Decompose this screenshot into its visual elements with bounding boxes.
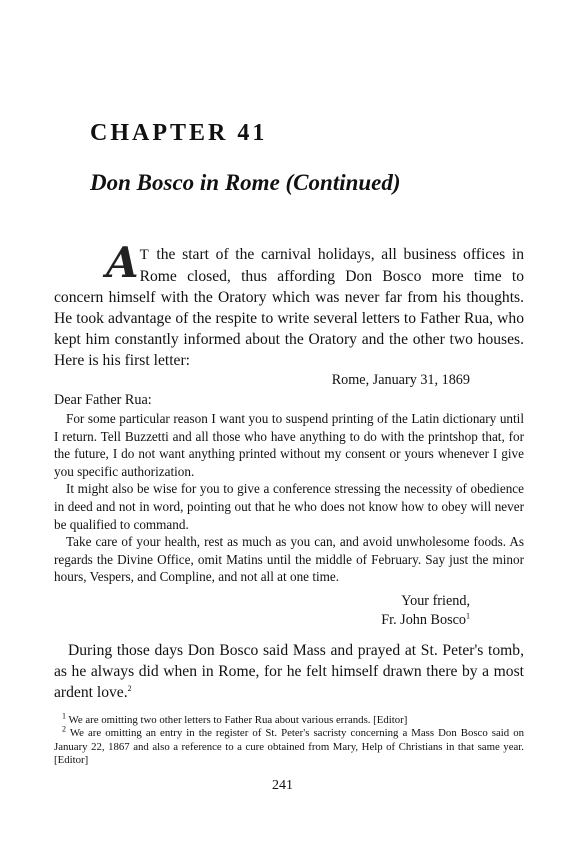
opening-first-letter: T (139, 247, 150, 263)
opening-paragraph (54, 238, 524, 371)
letter-paragraph: Take care of your health, rest as much as you can, and avoid unwholesome foods. As regards the Divine Office, omit Matins until the middle of February. Say just the minor hours, Vespers, and Compline, and not all at one time. (54, 534, 524, 585)
footnote-mark: 1 (62, 711, 66, 721)
letter-date: Rome, January 31, 1869 (331, 372, 470, 388)
letter-paragraph: It might also be wise for you to give a conference stressing the necessity of obedience in deed and not in word, pointing out that he who does not know how to obey will never be qualified to command. (54, 481, 524, 532)
footnote-ref: 1 (466, 611, 470, 621)
footnotes (54, 711, 524, 768)
body-paragraph-text: During those days Don Bosco said Mass and prayed at St. Peter's tomb, as he always did when in Rome, for he felt himself drawn there by a most ardent love. (54, 642, 524, 701)
chapter-label: CHAPTER 41 (90, 120, 268, 146)
signature-line (330, 611, 470, 630)
signature: Fr. John Bosco (381, 612, 466, 628)
letter-paragraph: For some particular reason I want you to suspend printing of the Latin dictionary until I return. Tell Buzzetti and all those who have anything to do with the printshop that, for the future, I do not want anything printed without my consent or yours whenever I give you specific authorization. (54, 411, 524, 479)
closing-phrase: Your friend, (401, 593, 470, 609)
footnote-ref: 2 (127, 683, 132, 693)
footnote-mark: 2 (62, 724, 66, 734)
footnote-text: We are omitting an entry in the register of St. Peter's sacristy concerning a Mass Don Bosco said on January 22, 1867 and also a reference to a cure obtained from Mary, Help of Christians in that same year. [Editor] (54, 727, 524, 767)
footnote (54, 711, 524, 727)
footnote-text: We are omitting two other letters to Father Rua about various errands. [Editor] (68, 714, 408, 726)
letter-salutation: Dear Father Rua: (54, 392, 152, 408)
body-paragraph (54, 640, 524, 703)
chapter-title: Don Bosco in Rome (Continued) (90, 170, 401, 195)
page-number: 241 (272, 778, 293, 793)
footnote (54, 724, 524, 767)
opening-text: the start of the carnival holidays, all business offices in Rome closed, thus affording Don Bosco more time to concern himself with the Oratory which was never far from his thoughts. He took advantage of the respite to write several letters to Father Rua, who kept him constantly informed about the Oratory and the other two houses. Here is his first letter: (54, 246, 524, 369)
letter-body (54, 410, 524, 586)
letter-closing (330, 592, 470, 630)
drop-cap: A (106, 238, 139, 287)
